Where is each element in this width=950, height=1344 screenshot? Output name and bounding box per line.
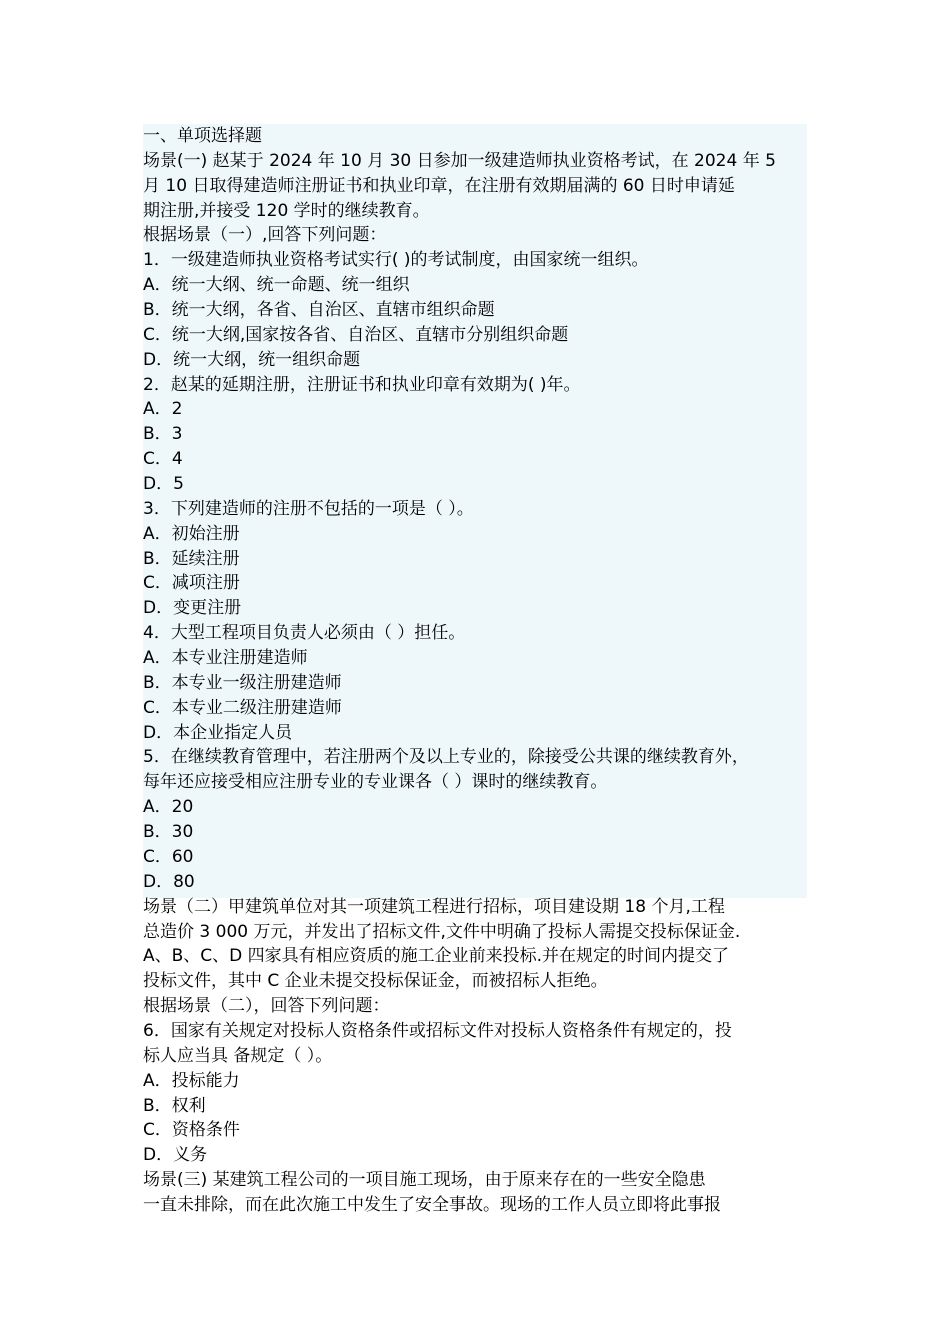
- text-line: 根据场景（一）,回答下列问题：: [143, 225, 387, 246]
- text-line: C．4: [143, 449, 183, 470]
- text-line: C．本专业二级注册建造师: [143, 697, 342, 718]
- text-line: B．权利: [143, 1095, 206, 1116]
- text-line: C．统一大纲,国家按各省、自治区、直辖市分别组织命题: [143, 324, 569, 345]
- document-body: [143, 124, 807, 1218]
- text-line: D．义务: [143, 1145, 208, 1166]
- text-line: C．减项注册: [143, 573, 240, 594]
- text-line: D．统一大纲，统一组织命题: [143, 349, 361, 370]
- text-line: B．统一大纲，各省、自治区、直辖市组织命题: [143, 300, 495, 321]
- text-line: 一直未排除，而在此次施工中发生了安全事故。现场的工作人员立即将此事报: [143, 1194, 721, 1215]
- text-line: A．本专业注册建造师: [143, 648, 308, 669]
- text-line: 5．在继续教育管理中，若注册两个及以上专业的，除接受公共课的继续教育外，: [143, 747, 749, 768]
- text-line: 1．一级建造师执业资格考试实行( )的考试制度，由国家统一组织。: [143, 250, 649, 271]
- text-line: A、B、C、D 四家具有相应资质的施工企业前来投标.并在规定的时间内提交了: [143, 946, 730, 967]
- text-line: A．初始注册: [143, 523, 240, 544]
- text-line: 3．下列建造师的注册不包括的一项是（ ）。: [143, 498, 474, 519]
- text-line: B．3: [143, 424, 183, 445]
- text-line: B．30: [143, 822, 194, 843]
- text-line: 场景(一) 赵某于 2024 年 10 月 30 日参加一级建造师执业资格考试，在 2024 年 5: [143, 150, 776, 171]
- text-line: 场景（二）甲建筑单位对其一项建筑工程进行招标，项目建设期 18 个月,工程: [143, 896, 725, 917]
- text-line: 标人应当具 备规定（ ）。: [143, 1045, 333, 1066]
- text-line: 一、单项选择题: [143, 126, 262, 146]
- text-line: D．5: [143, 474, 184, 495]
- text-line: 6．国家有关规定对投标人资格条件或招标文件对投标人资格条件有规定的，投: [143, 1020, 732, 1041]
- text-line: 4．大型工程项目负责人必须由（ ）担任。: [143, 623, 466, 644]
- text-line: A．2: [143, 399, 183, 420]
- text-line: B．本专业一级注册建造师: [143, 672, 342, 693]
- text-line: A．投标能力: [143, 1070, 240, 1091]
- text-line: B．延续注册: [143, 548, 240, 569]
- text-line: 2．赵某的延期注册，注册证书和执业印章有效期为( )年。: [143, 374, 581, 395]
- text-line: 投标文件，其中 C 企业未提交投标保证金，而被招标人拒绝。: [143, 971, 608, 992]
- text-line: D．80: [143, 871, 195, 892]
- text-line: D．本企业指定人员: [143, 722, 293, 743]
- text-line: 每年还应接受相应注册专业的专业课各（ ）课时的继续教育。: [143, 772, 608, 793]
- text-line: A．20: [143, 797, 194, 818]
- text-line: D．变更注册: [143, 598, 242, 619]
- text-line: 总造价 3 000 万元，并发出了招标文件,文件中明确了投标人需提交投标保证金.: [143, 921, 741, 942]
- text-line: 根据场景（二），回答下列问题：: [143, 996, 390, 1017]
- text-lines: [143, 124, 807, 1218]
- text-line: C．资格条件: [143, 1120, 240, 1141]
- text-line: 期注册,并接受 120 学时的继续教育。: [143, 200, 430, 221]
- text-line: A．统一大纲、统一命题、统一组织: [143, 275, 410, 296]
- text-line: C．60: [143, 846, 194, 867]
- text-line: 场景(三) 某建筑工程公司的一项目施工现场，由于原来存在的一些安全隐患: [143, 1170, 706, 1191]
- text-line: 月 10 日取得建造师注册证书和执业印章，在注册有效期届满的 60 日时申请延: [143, 175, 735, 196]
